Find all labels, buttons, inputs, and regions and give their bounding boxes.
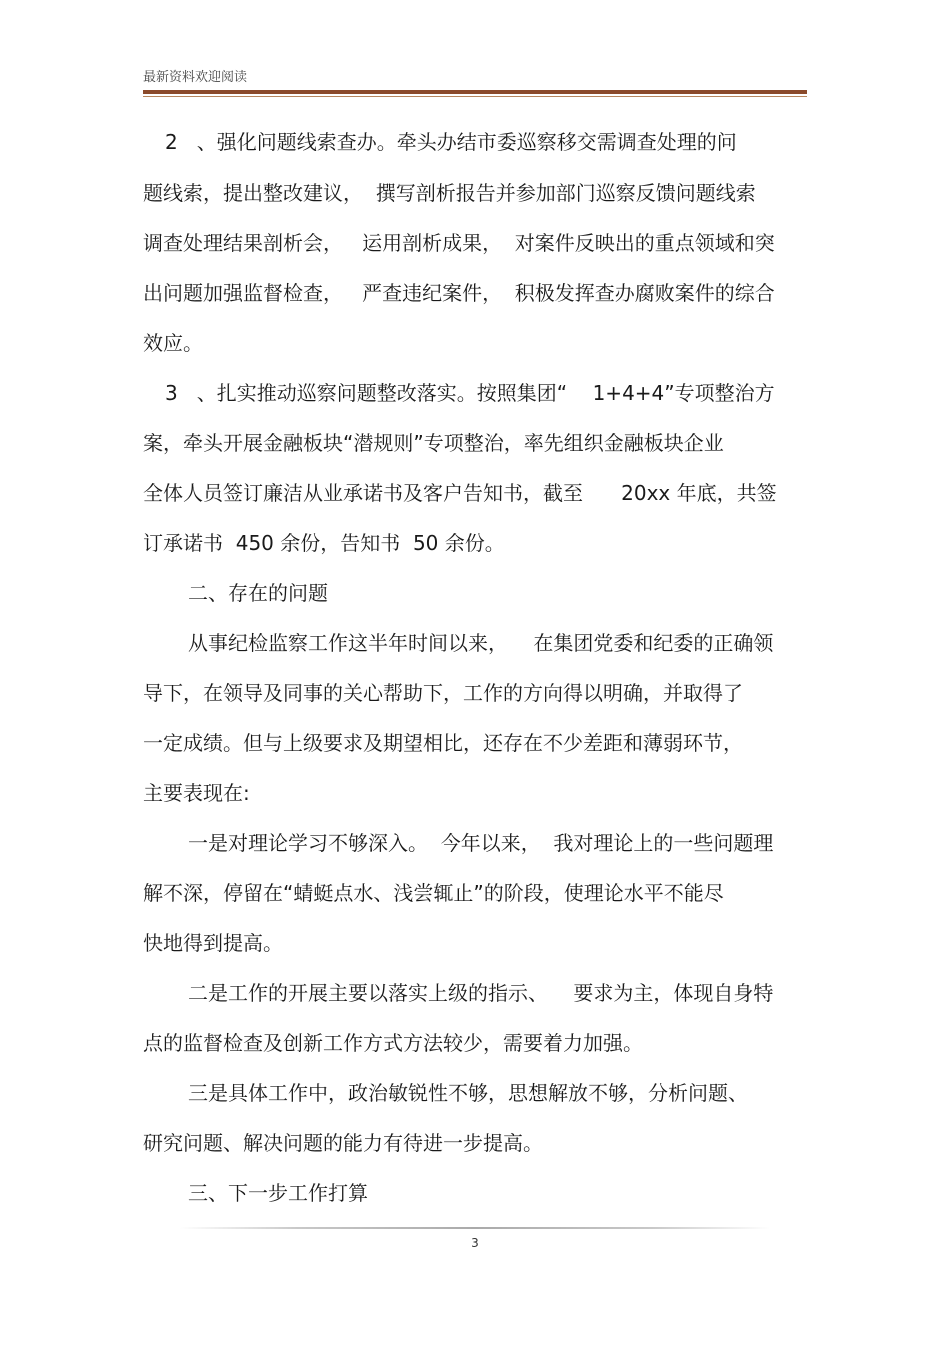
text-line: 2 、强化问题线索查办。牵头办结市委巡察移交需调查处理的问 xyxy=(165,130,737,154)
text-line: 调查处理结果剖析会， 运用剖析成果， 对案件反映出的重点领域和突 xyxy=(143,231,775,255)
page-header-text: 最新资料欢迎阅读 xyxy=(143,70,248,85)
page-number: 3 xyxy=(471,1236,479,1250)
text-line: 二是工作的开展主要以落实上级的指示、 要求为主，体现自身特 xyxy=(188,981,774,1005)
text-line: 三是具体工作中，政治敏锐性不够，思想解放不够，分析问题、 xyxy=(188,1081,748,1105)
text-line: 点的监督检查及创新工作方式方法较少，需要着力加强。 xyxy=(143,1031,643,1055)
section-heading: 三、下一步工作打算 xyxy=(188,1181,368,1205)
text-line: 出问题加强监督检查， 严查违纪案件， 积极发挥查办腐败案件的综合 xyxy=(143,281,775,305)
text-line: 效应。 xyxy=(143,331,203,355)
text-line: 快地得到提高。 xyxy=(143,931,283,955)
text-line: 解不深，停留在“蜻蜓点水、浅尝辄止”的阶段，使理论水平不能尽 xyxy=(143,881,724,905)
text-line: 一定成绩。但与上级要求及期望相比，还存在不少差距和薄弱环节， xyxy=(143,731,743,755)
text-line: 题线索，提出整改建议， 撰写剖析报告并参加部门巡察反馈问题线索 xyxy=(143,181,756,205)
text-line: 主要表现在: xyxy=(143,781,250,805)
text-line: 研究问题、解决问题的能力有待进一步提高。 xyxy=(143,1131,543,1155)
header-rule-thin xyxy=(143,96,807,97)
text-line: 3 、扎实推动巡察问题整改落实。按照集团“ 1+4+4”专项整治方 xyxy=(165,381,775,405)
text-line: 全体人员签订廉洁从业承诺书及客户告知书，截至 20xx 年底，共签 xyxy=(143,481,777,505)
footer-rule xyxy=(180,1227,770,1229)
text-line: 从事纪检监察工作这半年时间以来， 在集团党委和纪委的正确领 xyxy=(188,631,774,655)
text-line: 一是对理论学习不够深入。 今年以来， 我对理论上的一些问题理 xyxy=(188,831,774,855)
text-line: 导下，在领导及同事的关心帮助下，工作的方向得以明确，并取得了 xyxy=(143,681,743,705)
text-line: 案，牵头开展金融板块“潜规则”专项整治，率先组织金融板块企业 xyxy=(143,431,724,455)
section-heading: 二、存在的问题 xyxy=(188,581,328,605)
header-rule-thick xyxy=(143,90,807,94)
text-line: 订承诺书 450 余份，告知书 50 余份。 xyxy=(143,531,505,555)
